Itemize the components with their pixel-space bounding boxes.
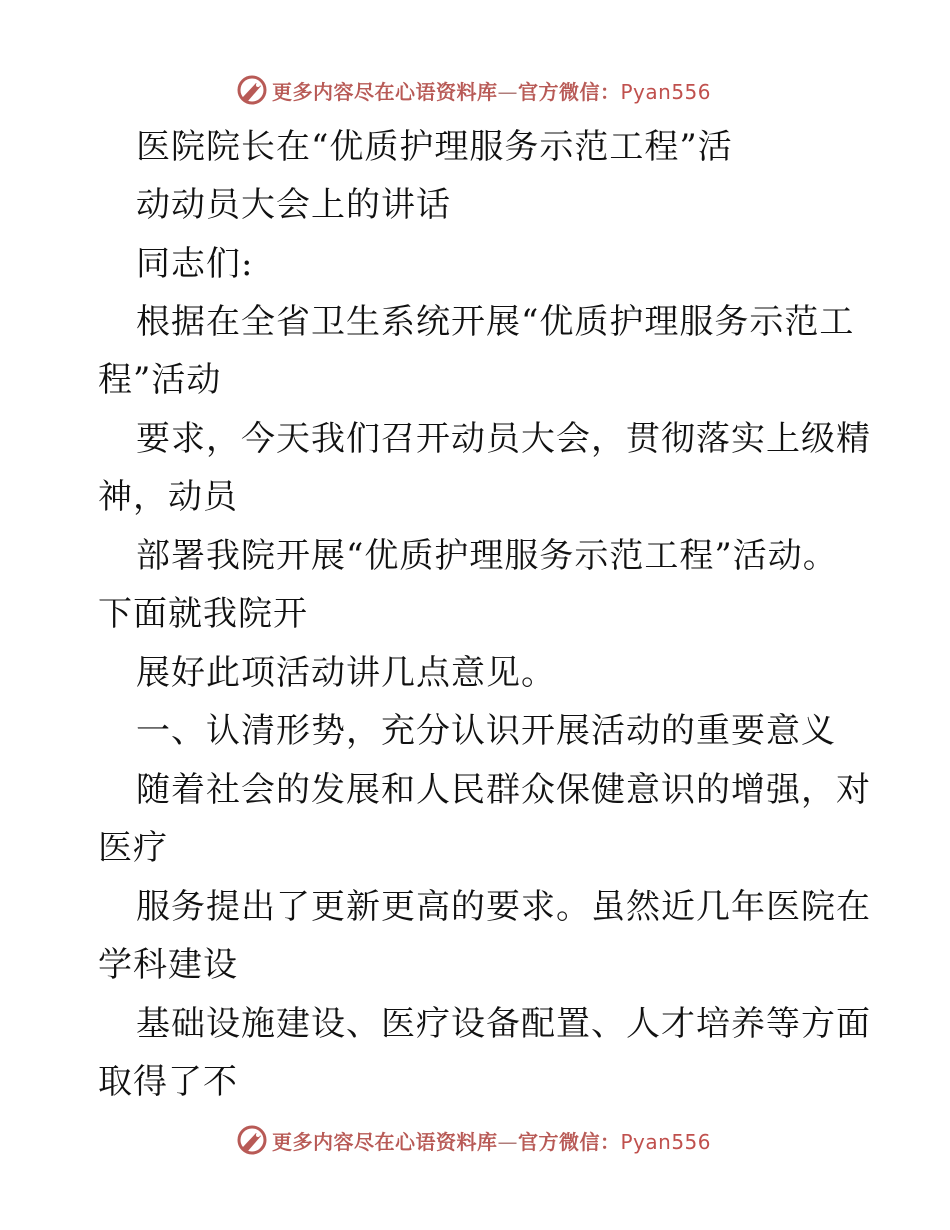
salutation: 同志们: <box>136 244 254 284</box>
paragraph-line: 基础设施建设、医疗设备配置、人才培养等方面 <box>136 1004 871 1044</box>
section-heading: 一、认清形势，充分认识开展活动的重要意义 <box>136 711 836 751</box>
pen-nib-logo-icon <box>236 74 268 106</box>
paragraph-line: 展好此项活动讲几点意见。 <box>136 653 556 693</box>
header-watermark-banner <box>236 72 716 108</box>
paragraph-line: 根据在全省卫生系统开展“优质护理服务示范工 <box>136 302 855 342</box>
paragraph-line: 随着社会的发展和人民群众保健意识的增强，对 <box>136 770 871 810</box>
paragraph-line: 服务提出了更新更高的要求。虽然近几年医院在 <box>136 887 871 927</box>
speech-title-line-2: 动动员大会上的讲话 <box>136 185 451 225</box>
banner-text: 更多内容尽在心语资料库—官方微信：Pyan556 <box>272 79 712 104</box>
paragraph-line: 要求，今天我们召开动员大会，贯彻落实上级精 <box>136 419 871 459</box>
paragraph-line: 学科建设 <box>98 945 238 985</box>
banner-text: 更多内容尽在心语资料库—官方微信：Pyan556 <box>272 1129 712 1154</box>
paragraph-line: 取得了不 <box>98 1062 238 1102</box>
paragraph-line: 程”活动 <box>98 360 222 400</box>
pen-nib-logo-icon <box>236 1124 268 1156</box>
footer-watermark-banner <box>236 1122 716 1158</box>
paragraph-line: 医疗 <box>98 828 168 868</box>
speech-title-line-1: 医院院长在“优质护理服务示范工程”活 <box>136 127 733 167</box>
paragraph-line: 下面就我院开 <box>98 594 308 634</box>
paragraph-line: 部署我院开展“优质护理服务示范工程”活动。 <box>136 536 838 576</box>
paragraph-line: 神，动员 <box>98 477 238 517</box>
